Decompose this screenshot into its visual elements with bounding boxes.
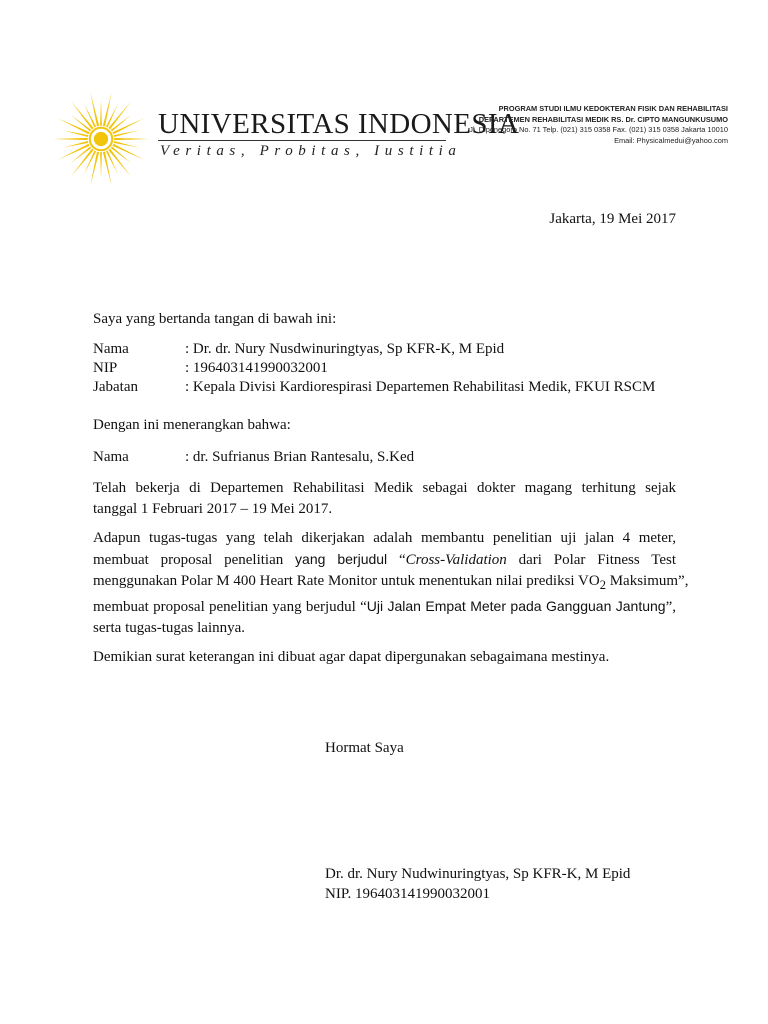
- university-name: UNIVERSITAS INDONESIA: [158, 108, 520, 140]
- signer-nip-label: NIP: [93, 360, 118, 376]
- tasks-line-3-start: menggunakan Polar M 400 Heart Rate Monitor untuk menentukan nilai prediksi VO: [93, 573, 600, 589]
- tasks-line-5: serta tugas-tugas lainnya.: [93, 620, 246, 636]
- closing-statement: Demikian surat keterangan ini dibuat agar dapat dipergunakan sebagaimana mestinya.: [93, 649, 610, 665]
- intro-text: Saya yang bertanda tangan di bawah ini:: [93, 311, 337, 327]
- email-line: Email: Physicalmedui@yahoo.com: [614, 135, 728, 145]
- tasks-line-3-end: Maksimum”,: [605, 573, 689, 589]
- tasks-line-2-titled: yang berjudul: [295, 551, 388, 567]
- letterhead-divider: [158, 140, 446, 141]
- university-logo-icon: [50, 88, 152, 190]
- university-motto: Veritas, Probitas, Iustitia: [160, 143, 462, 159]
- tasks-line-4-start: membuat proposal penelitian yang berjudul “: [93, 599, 367, 615]
- signer-position-value: : Kepala Divisi Kardiorespirasi Departemen Rehabilitasi Medik, FKUI RSCM: [185, 379, 656, 395]
- signature-name: Dr. dr. Nury Nudwinuringtyas, Sp KFR-K, M Epid: [325, 866, 631, 882]
- tasks-line-2-start: membuat proposal penelitian: [93, 552, 284, 568]
- employment-paragraph: [93, 478, 676, 520]
- employment-line-1: Telah bekerja di Departemen Rehabilitasi Medik sebagai dokter magang terhitung sejak: [93, 480, 676, 496]
- letter-date: Jakarta, 19 Mei 2017: [549, 211, 676, 227]
- tasks-line-3: [93, 571, 689, 596]
- signer-nip-value: : 196403141990032001: [185, 360, 328, 376]
- tasks-paragraph: [93, 528, 689, 639]
- tasks-line-1: Adapun tugas-tugas yang telah dikerjakan adalah membantu penelitian uji jalan 4 meter,: [93, 530, 676, 546]
- signature-nip: NIP. 196403141990032001: [325, 886, 491, 902]
- research-title: Uji Jalan Empat Meter pada Gangguan Jantung: [366, 598, 666, 614]
- tasks-line-2-quote: “: [398, 552, 406, 568]
- statement-intro: Dengan ini menerangkan bahwa:: [93, 417, 291, 433]
- address-line: Jl. Diponegoro No. 71 Telp. (021) 315 0358 Fax. (021) 315 0358 Jakarta 10010: [469, 125, 728, 135]
- signer-name-label: Nama: [93, 341, 129, 357]
- tasks-line-2-end: dari Polar Fitness Test: [506, 552, 677, 568]
- tasks-line-4-end: ”,: [665, 599, 677, 615]
- cross-validation-term: Cross-Validation: [405, 552, 507, 568]
- signer-position-label: Jabatan: [93, 379, 138, 395]
- subject-name-label: Nama: [93, 449, 129, 465]
- program-name: PROGRAM STUDI ILMU KEDOKTERAN FISIK DAN REHABILITASI: [498, 104, 728, 113]
- signer-name-value: : Dr. dr. Nury Nusdwinuringtyas, Sp KFR-K, M Epid: [185, 341, 505, 357]
- letterhead-contact: [438, 104, 728, 146]
- closing-salutation: Hormat Saya: [325, 740, 404, 756]
- department-name: DEPARTEMEN REHABILITASI MEDIK RS. Dr. CIPTO MANGUNKUSUMO: [478, 114, 728, 124]
- employment-line-2: tanggal 1 Februari 2017 – 19 Mei 2017.: [93, 501, 333, 517]
- tasks-line-2: [93, 549, 676, 571]
- vo2-subscript: 2: [599, 578, 606, 592]
- tasks-line-4: [93, 596, 676, 618]
- subject-name-value: : dr. Sufrianus Brian Rantesalu, S.Ked: [185, 449, 415, 465]
